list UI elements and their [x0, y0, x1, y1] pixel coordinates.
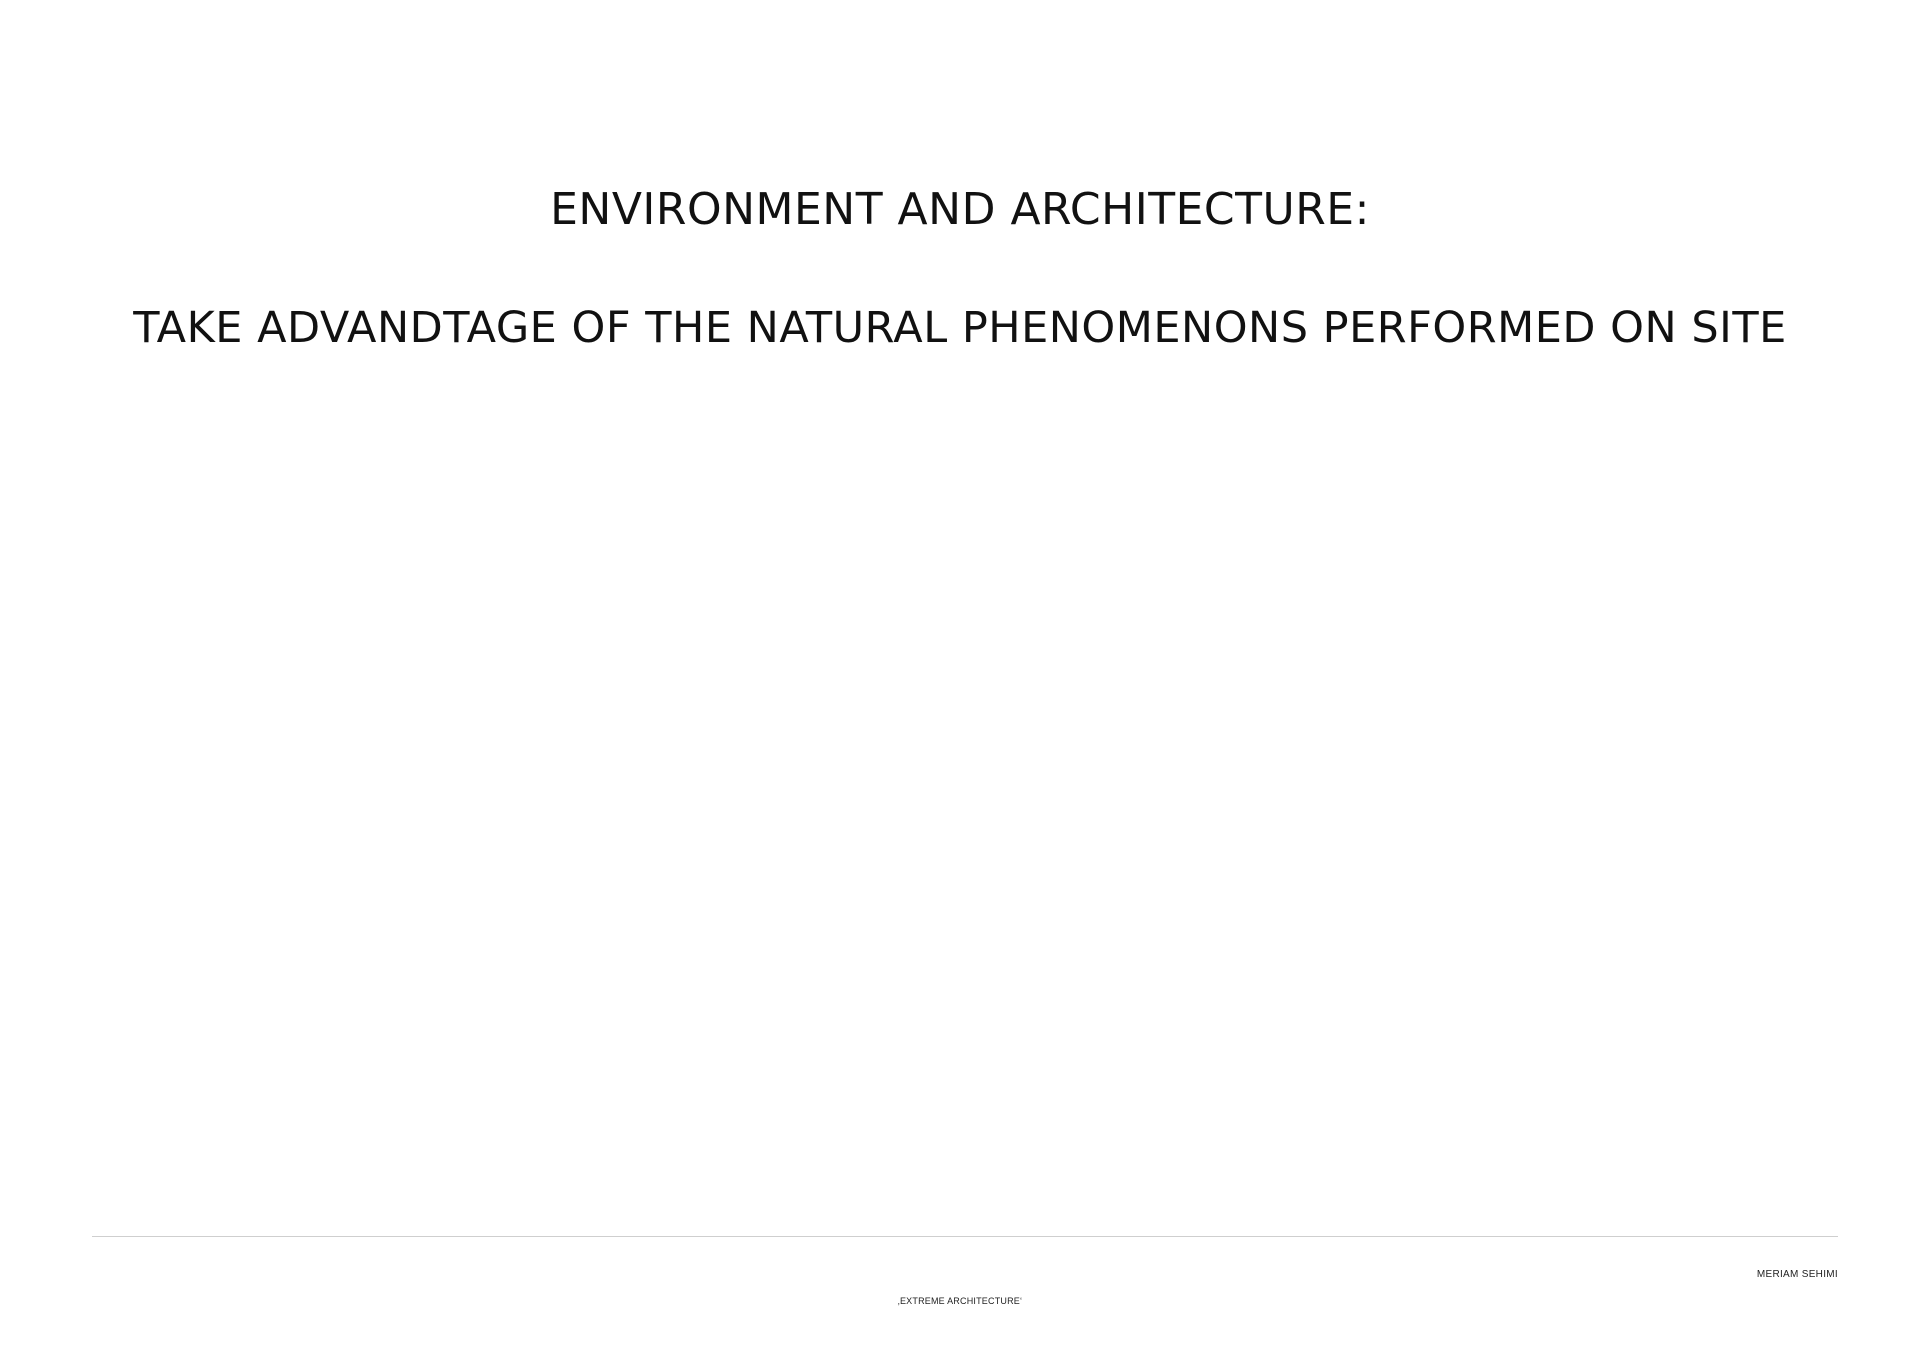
- page-subtitle: TAKE ADVANDTAGE OF THE NATURAL PHENOMENONS PERFORMED ON SITE: [133, 303, 1787, 353]
- page-title: ENVIRONMENT AND ARCHITECTURE:: [550, 184, 1370, 235]
- footer-author: MERIAM SEHIMI: [1756, 1269, 1838, 1280]
- footer-divider: [92, 1236, 1838, 1237]
- footer-project-title: ‚EXTREME ARCHITECTURE‘: [897, 1296, 1023, 1306]
